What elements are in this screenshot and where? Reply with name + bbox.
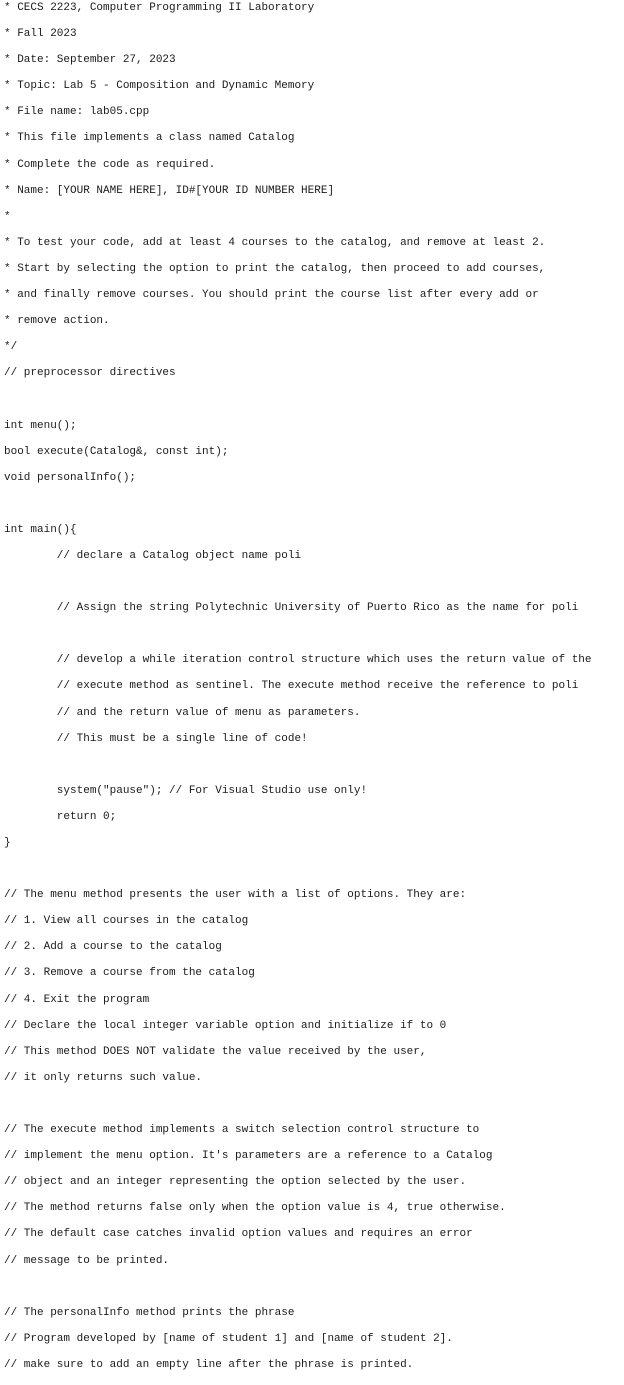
code-line: // implement the menu option. It's parameters are a reference to a Catalog [4,1150,493,1163]
code-line: // 4. Exit the program [4,993,150,1006]
code-line: * Date: September 27, 2023 [4,54,176,67]
code-line: void personalInfo(); [4,471,137,484]
code-line: * [4,210,11,223]
code-line [4,1281,592,1294]
code-line: * Name: [YOUR NAME HERE], ID#[YOUR ID NUMBER HERE] [4,184,335,197]
code-line: // Assign the string Polytechnic University of Puerto Rico as the name for poli [4,602,579,615]
code-line: // This method DOES NOT validate the value received by the user, [4,1045,427,1058]
code-line: // Program developed by [name of student 1] and [name of student 2]. [4,1332,453,1345]
code-line: // The execute method implements a switch selection control structure to [4,1124,480,1137]
code-line: // make sure to add an empty line after the phrase is printed. [4,1358,414,1371]
code-line: // it only returns such value. [4,1071,203,1084]
code-line: // and the return value of menu as parameters. [4,706,361,719]
code-line: * Start by selecting the option to print the catalog, then proceed to add courses, [4,262,546,275]
code-line [4,759,592,772]
code-line: * CECS 2223, Computer Programming II Laboratory [4,2,315,14]
code-line: * remove action. [4,315,110,328]
code-line: // The menu method presents the user with a list of options. They are: [4,889,467,902]
code-line: return 0; [4,810,117,823]
code-line: int menu(); [4,419,77,432]
code-line: // execute method as sentinel. The execute method receive the reference to poli [4,680,579,693]
code-line [4,628,592,641]
code-line: * File name: lab05.cpp [4,106,150,119]
code-line: // Declare the local integer variable option and initialize if to 0 [4,1019,447,1032]
code-listing [4,2,592,1385]
code-line: * and finally remove courses. You should print the course list after every add or [4,289,539,302]
code-line [4,498,592,511]
code-line: // The default case catches invalid option values and requires an error [4,1228,473,1241]
code-line [4,1098,592,1111]
code-line: bool execute(Catalog&, const int); [4,445,229,458]
code-line: * To test your code, add at least 4 courses to the catalog, and remove at least 2. [4,236,546,249]
code-line: // declare a Catalog object name poli [4,549,302,562]
code-line: // message to be printed. [4,1254,170,1267]
code-line: // 2. Add a course to the catalog [4,941,222,954]
code-line [4,863,592,876]
code-line: // develop a while iteration control structure which uses the return value of the [4,654,592,667]
code-line: */ [4,341,18,354]
code-line: // 1. View all courses in the catalog [4,915,249,928]
code-line [4,576,592,589]
code-line: int main(){ [4,523,77,536]
code-line: // object and an integer representing the option selected by the user. [4,1176,467,1189]
code-line: // The personalInfo method prints the phrase [4,1306,295,1319]
code-line: * Complete the code as required. [4,158,216,171]
code-line: * This file implements a class named Catalog [4,132,295,145]
code-line: // This must be a single line of code! [4,732,308,745]
code-line [4,393,592,406]
code-line: } [4,837,11,849]
code-line: system("pause"); // For Visual Studio use only! [4,784,368,797]
code-line: // 3. Remove a course from the catalog [4,967,255,980]
code-line: // preprocessor directives [4,367,176,380]
code-line: * Topic: Lab 5 - Composition and Dynamic Memory [4,80,315,93]
code-line: * Fall 2023 [4,28,77,41]
code-line: // The method returns false only when the option value is 4, true otherwise. [4,1202,506,1215]
